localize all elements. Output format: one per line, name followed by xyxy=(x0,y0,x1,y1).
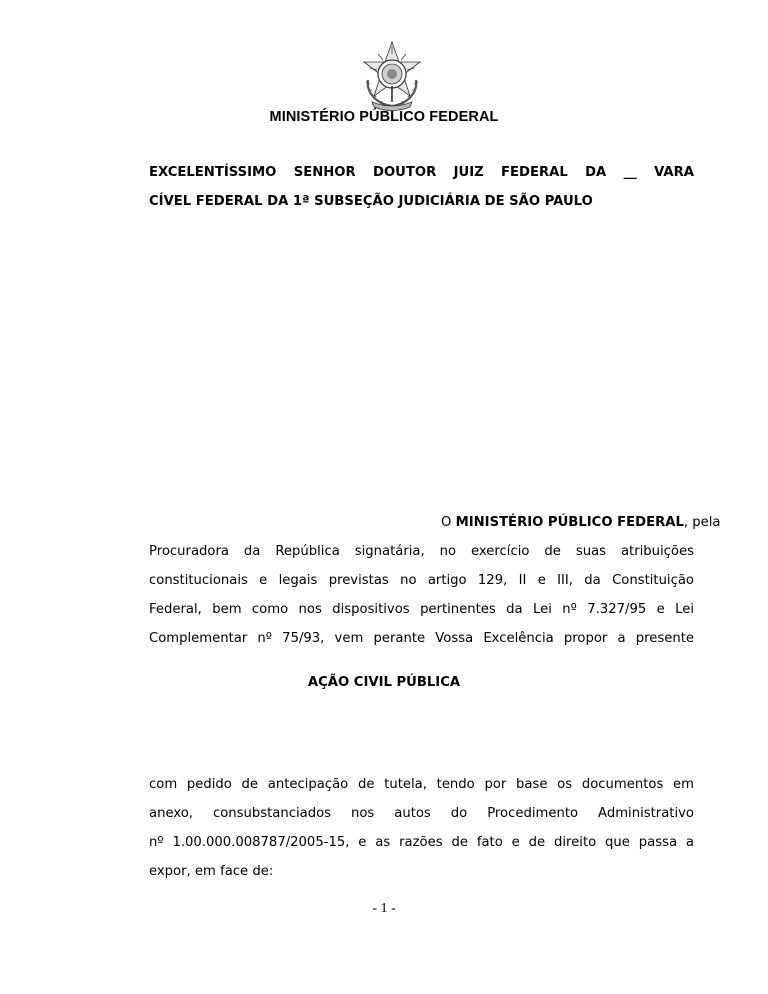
paragraph-line xyxy=(149,508,721,537)
closing-paragraph xyxy=(149,770,694,886)
action-title: AÇÃO CIVIL PÚBLICA xyxy=(307,675,461,690)
paragraph-line: Complementar nº 75/93, vem perante Vossa Excelência propor a presente xyxy=(149,631,694,646)
paragraph-line: expor, em face de: xyxy=(149,864,274,879)
intro-paragraph xyxy=(149,508,721,653)
paragraph-line: constitucionais e legais previstas no artigo 129, II e III, da Constituição xyxy=(149,573,694,588)
addressee-line: EXCELENTÍSSIMO SENHOR DOUTOR JUIZ FEDERAL DA __ VARA xyxy=(149,165,694,180)
agency-name: MINISTÉRIO PÚBLICO FEDERAL xyxy=(269,109,499,125)
paragraph-line: Procuradora da República signatária, no exercício de suas atribuições xyxy=(149,544,694,559)
paragraph-line: nº 1.00.000.008787/2005-15, e as razões de fato e de direito que passa a xyxy=(149,835,694,850)
paragraph-line: Federal, bem como nos dispositivos pertinentes da Lei nº 7.327/95 e Lei xyxy=(149,602,694,617)
party-name: MINISTÉRIO PÚBLICO FEDERAL xyxy=(455,515,684,530)
brazil-coat-of-arms-icon xyxy=(358,40,426,112)
intro-prefix: O xyxy=(441,515,452,530)
page-number: - 1 - xyxy=(372,901,396,916)
addressee-block xyxy=(149,158,694,216)
intro-suffix: , pela xyxy=(683,515,721,530)
paragraph-line: com pedido de antecipação de tutela, tendo por base os documentos em xyxy=(149,777,694,792)
addressee-line: CÍVEL FEDERAL DA 1ª SUBSEÇÃO JUDICIÁRIA DE SÃO PAULO xyxy=(149,194,593,209)
paragraph-line: anexo, consubstanciados nos autos do Procedimento Administrativo xyxy=(149,806,694,821)
